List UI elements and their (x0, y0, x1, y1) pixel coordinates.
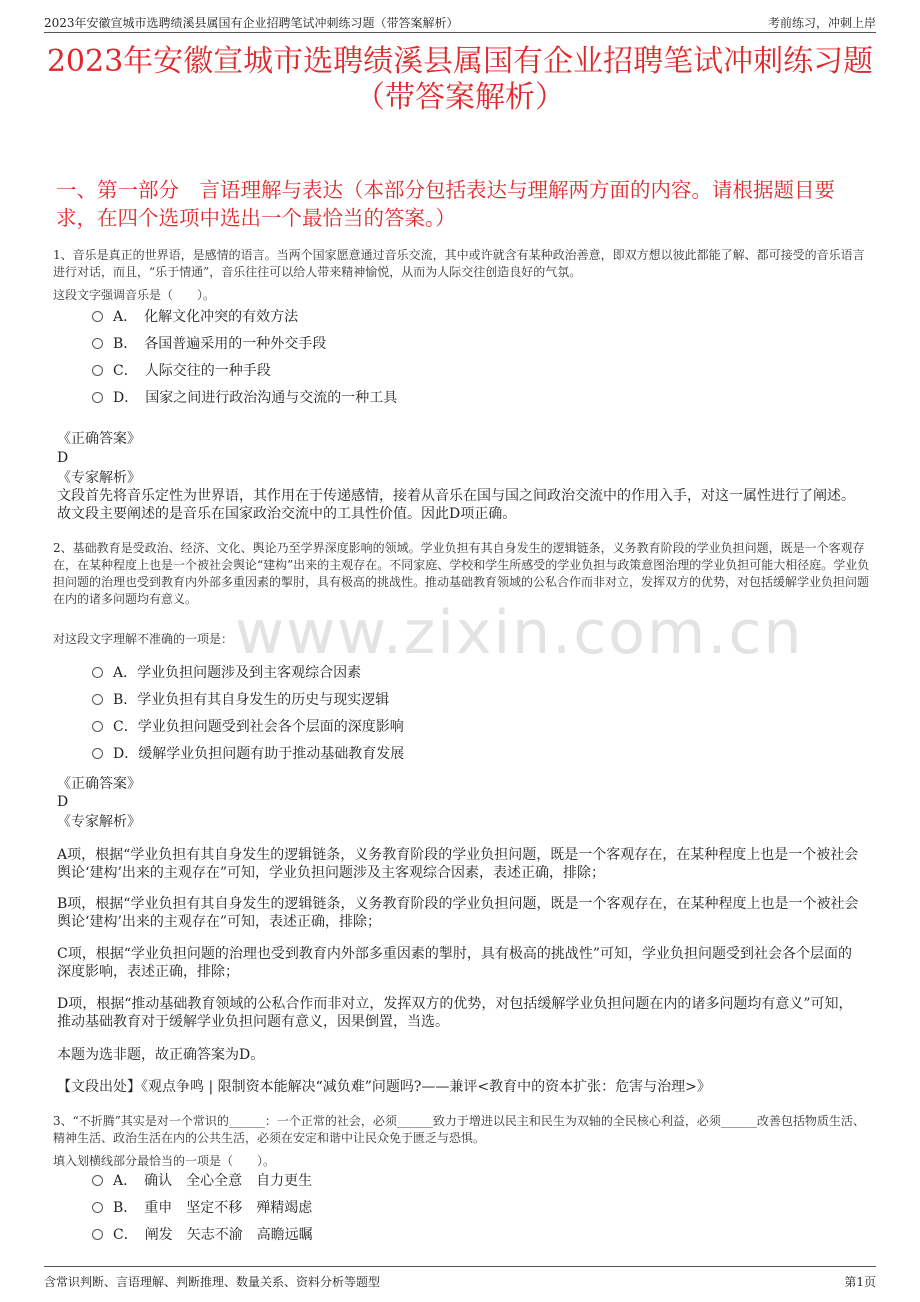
radio-icon[interactable] (92, 721, 103, 732)
q2-prompt: 对这段文字理解不准确的一项是： (53, 632, 234, 646)
q1-answer: D (57, 450, 69, 466)
page-title (0, 44, 920, 116)
q2-analysis-d: D项，根据“推动基础教育领域的公私合作而非对立，发挥双方的优势，对包括缓解学业负担问题在内的诸多问题均有意义”可知，推动基础教育对于缓解学业负担问题有意义，因果倒置，当选。 (57, 996, 853, 1030)
q1-stem: 1、音乐是真正的世界语，是感情的语言。当两个国家愿意通过音乐交流，其中或许就含有某种政治善意，即双方想以彼此都能了解、都可接受的音乐语言进行对话，而且，“乐于情通”，音乐往往可以给人带来精神愉悦，从而为人际交往创造良好的气氛。 (53, 248, 865, 279)
q2-option-a[interactable]: A．学业负担问题涉及到主客观综合因素 (92, 662, 361, 684)
radio-icon[interactable] (92, 748, 103, 759)
page-footer (44, 1266, 876, 1289)
q1-option-a[interactable]: A． 化解文化冲突的有效方法 (92, 306, 298, 328)
header-slogan: 考前练习，冲刺上岸 (767, 16, 876, 30)
q2-answer: D (57, 794, 69, 810)
q1-option-c[interactable]: C． 人际交往的一种手段 (92, 360, 271, 382)
q2-analysis-c: C项，根据“学业负担问题的治理也受到教育内外部多重因素的掣肘，具有极高的挑战性”可知，学业负担问题受到社会各个层面的深度影响，表述正确，排除； (57, 946, 853, 980)
q2-analysis-b: B项，根据“学业负担有其自身发生的逻辑链条，义务教育阶段的学业负担问题，既是一个客观存在，在某种程度上也是一个被社会舆论‘建构’出来的主观存在”可知，表述正确，排除； (57, 896, 859, 930)
q3-option-c[interactable]: C． 阐发 矢志不渝 高瞻远瞩 (92, 1224, 313, 1246)
q2-option-c[interactable]: C．学业负担问题受到社会各个层面的深度影响 (92, 716, 404, 738)
radio-icon[interactable] (92, 1229, 103, 1240)
q1-analysis-label: 《专家解析》 (57, 470, 141, 486)
page-title-line1: 2023年安徽宣城市选聘绩溪县属国有企业招聘笔试冲刺练习题 (46, 44, 874, 79)
q2-analysis-a: A项，根据“学业负担有其自身发生的逻辑链条，义务教育阶段的学业负担问题，既是一个客观存在，在某种程度上也是一个被社会舆论‘建构’出来的主观存在”可知，学业负担问题涉及主客观综合因素，表述正确，排除； (57, 847, 859, 881)
header-doc-title: 2023年安徽宣城市选聘绩溪县属国有企业招聘笔试冲刺练习题（带答案解析） (44, 16, 459, 30)
radio-icon[interactable] (92, 1175, 103, 1186)
q2-answer-label: 《正确答案》 (57, 776, 141, 792)
radio-icon[interactable] (92, 667, 103, 678)
radio-icon[interactable] (92, 338, 103, 349)
radio-icon[interactable] (92, 694, 103, 705)
radio-icon[interactable] (92, 365, 103, 376)
page-title-line2: （带答案解析） (355, 80, 565, 115)
q1-option-b[interactable]: B． 各国普遍采用的一种外交手段 (92, 333, 326, 355)
section-heading: 一、第一部分 言语理解与表达（本部分包括表达与理解两方面的内容。请根据题目要求，在四个选项中选出一个最恰当的答案。） (56, 178, 835, 230)
q3-stem: 3、“不折腾”其实是对一个常识的______：一个正常的社会，必须______致力于增进以民主和民生为双轴的全民核心利益，必须______改善包括物质生活、精神生活、政治生活在内的公共生活，必须在安定和谐中让民众免于匮乏与恐惧。 (53, 1114, 865, 1145)
radio-icon[interactable] (92, 311, 103, 322)
q2-source: 【文段出处】《观点争鸣 | 限制资本能解决“减负难”问题吗?——兼评<教育中的资本扩张：危害与治理>》 (57, 1079, 711, 1095)
q1-analysis: 文段首先将音乐定性为世界语，其作用在于传递感情，接着从音乐在国与国之间政治交流中的作用入手，对这一属性进行了阐述。故文段主要阐述的是音乐在国家政治交流中的工具性价值。因此D项正确。 (57, 488, 855, 522)
page-number: 第1页 (844, 1275, 876, 1289)
watermark: www.zixin.com.cn (235, 598, 804, 668)
radio-icon[interactable] (92, 1202, 103, 1213)
radio-icon[interactable] (92, 392, 103, 403)
q2-option-b[interactable]: B．学业负担有其自身发生的历史与现实逻辑 (92, 689, 389, 711)
q2-option-d[interactable]: D．缓解学业负担问题有助于推动基础教育发展 (92, 743, 404, 765)
q1-prompt: 这段文字强调音乐是（ ）。 (53, 288, 216, 302)
q1-option-d[interactable]: D． 国家之间进行政治沟通与交流的一种工具 (92, 387, 397, 409)
q1-answer-label: 《正确答案》 (57, 431, 141, 447)
q3-option-a[interactable]: A． 确认 全心全意 自力更生 (92, 1170, 312, 1192)
q2-analysis-label: 《专家解析》 (57, 814, 141, 830)
page-header (44, 10, 876, 33)
q3-option-b[interactable]: B． 重申 坚定不移 殚精竭虑 (92, 1197, 312, 1219)
q3-prompt: 填入划横线部分最恰当的一项是（ ）。 (53, 1154, 276, 1168)
footer-note: 含常识判断、言语理解、判断推理、数量关系、资料分析等题型 (44, 1275, 381, 1289)
q2-conclusion: 本题为选非题，故正确答案为D。 (57, 1047, 265, 1063)
q2-stem: 2、基础教育是受政治、经济、文化、舆论乃至学界深度影响的领域。学业负担有其自身发生的逻辑链条，义务教育阶段的学业负担问题，既是一个客观存在，在某种程度上也是一个被社会舆论“建构”出来的主观存在。不同家庭、学校和学生所感受的学业负担与政策意图治理的学业负担可能大相径庭。学业负担问题的治理也受到教育内外部多重因素的掣肘，具有极高的挑战性。推动基础教育领域的公私合作而非对立，发挥双方的优势，对包括缓解学业负担问题在内的诸多问题均有意义。 (53, 541, 870, 606)
